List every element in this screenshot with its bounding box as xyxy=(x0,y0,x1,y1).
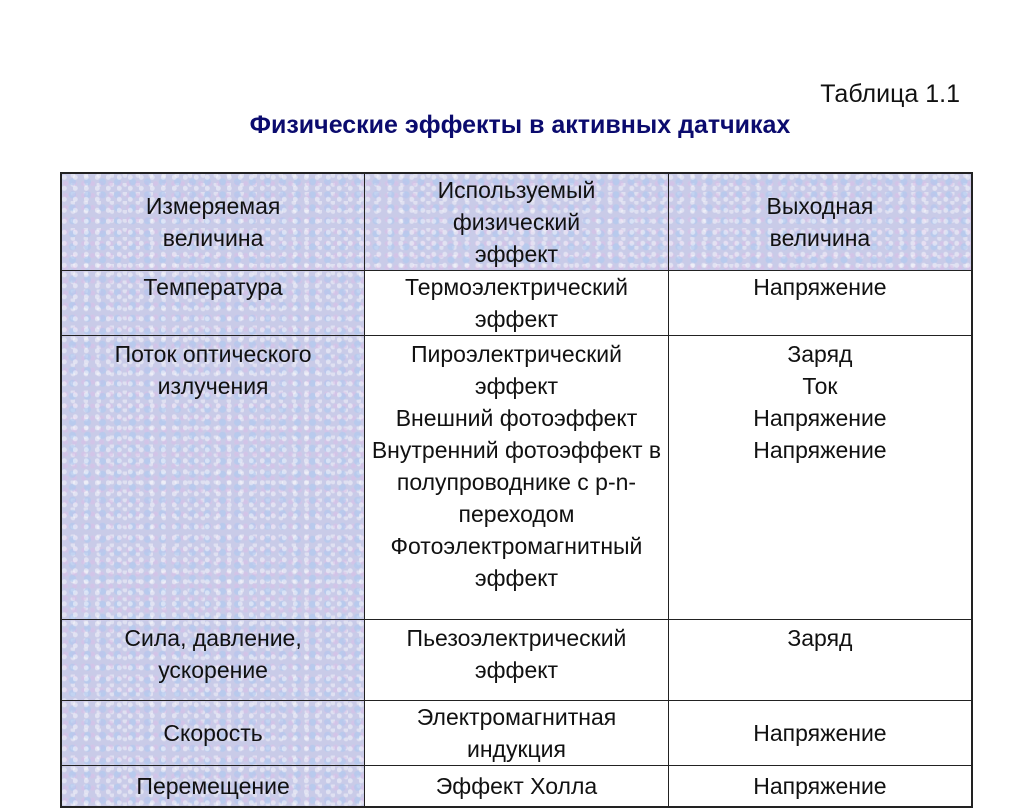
table-row xyxy=(61,701,972,766)
cell-effect xyxy=(365,766,669,808)
cell-measured xyxy=(61,620,365,701)
cell-line: Поток оптического xyxy=(114,341,312,367)
effects-table xyxy=(60,172,973,808)
cell-line: Напряжение xyxy=(753,437,887,463)
table-row xyxy=(61,336,972,620)
cell-measured xyxy=(61,701,365,766)
cell-output xyxy=(668,336,972,620)
cell-measured xyxy=(61,336,365,620)
table-row xyxy=(61,271,972,336)
cell-line: Заряд xyxy=(787,625,853,651)
cell-effect xyxy=(365,336,669,620)
cell-output xyxy=(668,271,972,336)
cell-line: Внутренний фотоэффект в xyxy=(371,437,662,463)
cell-effect xyxy=(365,701,669,766)
cell-line: Внешний фотоэффект xyxy=(395,405,638,431)
cell-output xyxy=(668,701,972,766)
cell-line: Напряжение xyxy=(753,773,887,799)
cell-line: переходом xyxy=(458,501,575,527)
cell-line: Фотоэлектромагнитный xyxy=(390,533,643,559)
header-output-line: величина xyxy=(769,225,871,251)
cell-line: полупроводнике с p-n- xyxy=(396,469,637,495)
table-header-row xyxy=(61,173,972,271)
header-effect-line: эффект xyxy=(474,241,559,267)
cell-line: Ток xyxy=(802,373,838,399)
cell-line: Температура xyxy=(143,274,283,300)
header-measured-line: величина xyxy=(162,225,264,251)
cell-line: Перемещение xyxy=(136,773,290,799)
cell-line: ускорение xyxy=(158,657,268,683)
cell-line: излучения xyxy=(157,373,269,399)
cell-line: Скорость xyxy=(163,720,263,746)
cell-line: Термоэлектрический эффект xyxy=(405,274,628,332)
header-output-line: Выходная xyxy=(766,193,874,219)
cell-line: Пироэлектрический эффект xyxy=(411,341,622,399)
header-output xyxy=(668,173,972,271)
cell-effect xyxy=(365,620,669,701)
cell-output xyxy=(668,766,972,808)
table-number: Таблица 1.1 xyxy=(820,80,960,108)
cell-line: Эффект Холла xyxy=(435,773,598,799)
cell-line: Сила, давление, xyxy=(124,625,302,651)
header-measured-line: Измеряемая xyxy=(145,193,281,219)
cell-output xyxy=(668,620,972,701)
cell-measured xyxy=(61,766,365,808)
cell-line: Заряд xyxy=(787,341,853,367)
table-row xyxy=(61,620,972,701)
table-title: Физические эффекты в активных датчиках xyxy=(249,111,791,139)
header-measured xyxy=(61,173,365,271)
cell-effect xyxy=(365,271,669,336)
cell-line: эффект xyxy=(474,565,559,591)
cell-line: Пьезоэлектрический эффект xyxy=(406,625,627,683)
header-effect-line: Используемый физический xyxy=(437,177,596,235)
table-row xyxy=(61,766,972,808)
cell-line: Напряжение xyxy=(753,405,887,431)
cell-line: Напряжение xyxy=(753,274,887,300)
cell-line: Электромагнитная индукция xyxy=(416,704,617,762)
cell-line: Напряжение xyxy=(753,720,887,746)
header-effect xyxy=(365,173,669,271)
cell-measured xyxy=(61,271,365,336)
